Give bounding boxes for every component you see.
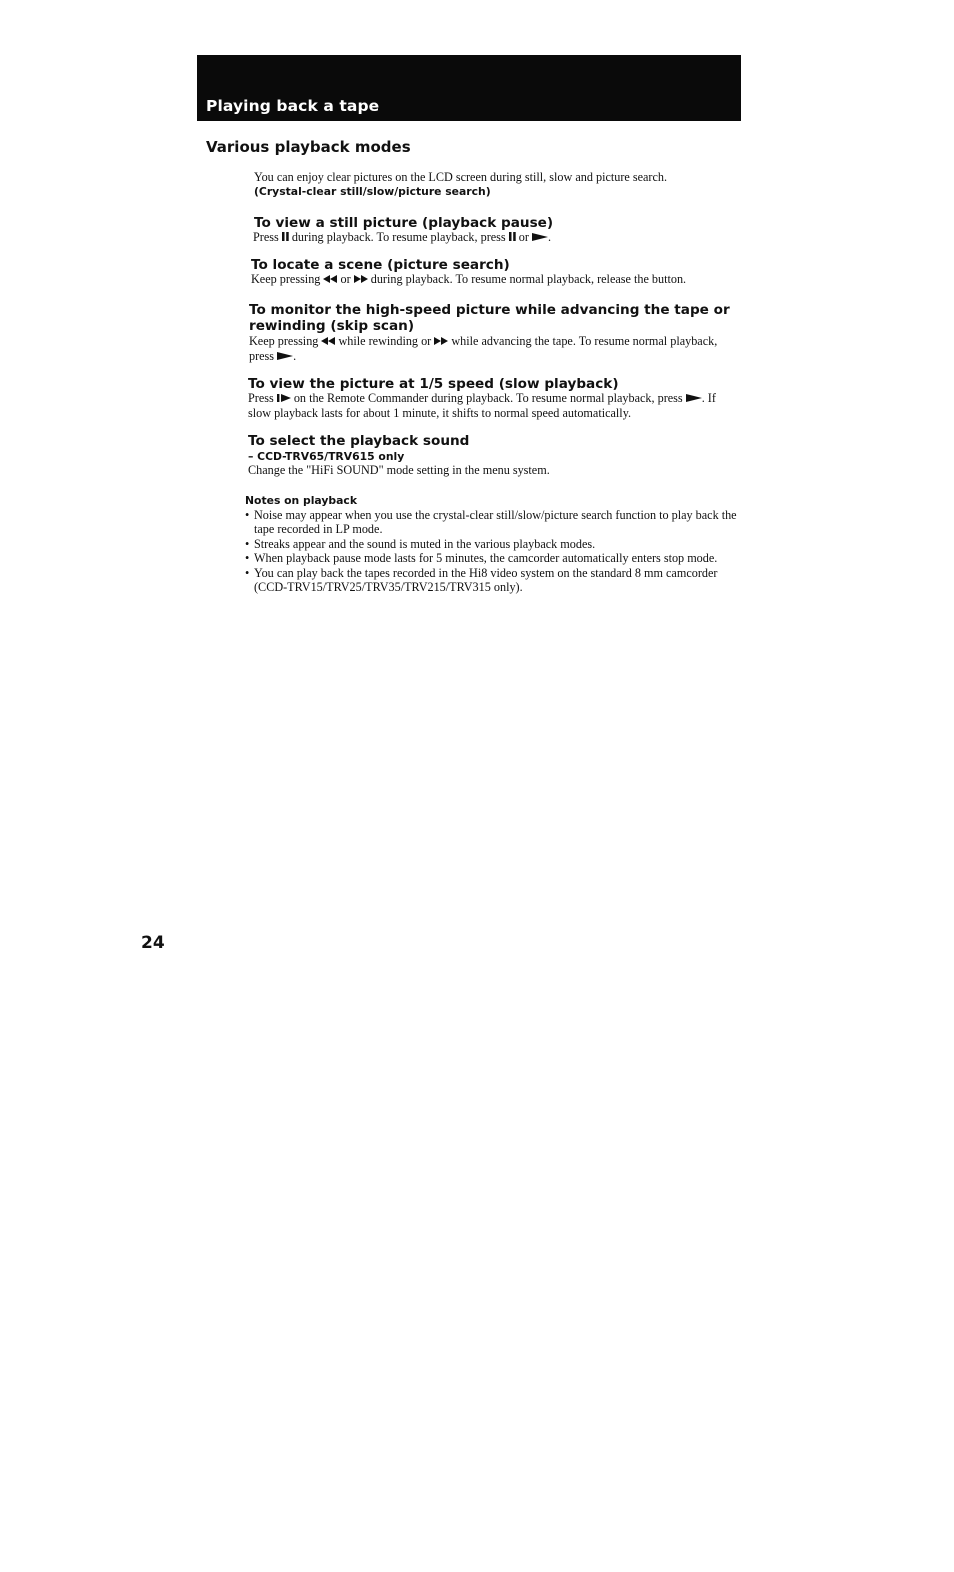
list-item xyxy=(245,537,738,552)
intro xyxy=(254,170,738,199)
fast-forward-icon xyxy=(434,337,448,345)
text-fragment: while rewinding or xyxy=(338,334,432,348)
notes xyxy=(245,494,738,595)
text-fragment: while advancing the tape. To resume normal playback, press xyxy=(249,334,718,363)
text-fragment: Keep pressing xyxy=(251,271,321,286)
text-fragment: or xyxy=(518,230,529,244)
text-fragment: during playback. To resume normal playback, release the button. xyxy=(370,271,687,286)
item-picture-search xyxy=(248,257,738,287)
item-text xyxy=(251,272,738,287)
text-fragment: during playback. To resume playback, press xyxy=(291,230,506,244)
page-header-bar xyxy=(197,55,741,121)
content xyxy=(245,170,738,595)
item-text xyxy=(248,391,738,420)
list-item xyxy=(245,508,738,537)
note-text: Streaks appear and the sound is muted in the various playback modes. xyxy=(254,536,596,551)
item-skip-scan xyxy=(248,302,738,363)
text-fragment: . xyxy=(547,230,552,244)
rewind-icon xyxy=(323,275,337,283)
fast-forward-icon xyxy=(354,275,368,283)
slow-play-icon xyxy=(277,394,291,402)
notes-title: Notes on playback xyxy=(245,493,358,507)
bullet: • xyxy=(245,536,250,551)
play-icon xyxy=(686,394,702,402)
bullet: • xyxy=(245,565,250,580)
item-slow-playback xyxy=(248,376,738,420)
item-still-picture xyxy=(248,215,738,245)
note-text: You can play back the tapes recorded in the Hi8 video system on the standard 8 mm camcorder (CCD-TRV15/TRV25/TRV35/TRV215/TRV315 only). xyxy=(254,565,718,594)
item-heading: To locate a scene (picture search) xyxy=(251,256,510,273)
note-text: When playback pause mode lasts for 5 minutes, the camcorder automatically enters stop mode. xyxy=(254,551,718,565)
list-item xyxy=(245,566,738,595)
item-text xyxy=(249,334,738,363)
item-heading: To view a still picture (playback pause) xyxy=(254,215,554,231)
play-icon xyxy=(532,233,548,241)
note-text: Noise may appear when you use the crystal-clear still/slow/picture search function to play back the tape recorded in LP mode. xyxy=(254,507,737,536)
pause-icon xyxy=(282,232,289,241)
item-text xyxy=(253,230,738,245)
text-fragment: . xyxy=(293,348,297,363)
text-fragment: Press xyxy=(248,391,274,405)
item-text: Change the "HiFi SOUND" mode setting in the menu system. xyxy=(248,463,550,477)
item-heading: To monitor the high-speed picture while advancing the tape or rewinding (skip scan) xyxy=(249,302,730,334)
text-fragment: Keep pressing xyxy=(249,334,319,348)
page-number: 24 xyxy=(141,933,165,953)
text-fragment: Press xyxy=(253,230,279,244)
list-item xyxy=(245,551,738,566)
text-fragment: . If slow playback lasts for about 1 minute, it shifts to normal speed automatically. xyxy=(248,391,716,420)
item-heading: To select the playback sound xyxy=(248,433,470,449)
item-sub-label: – CCD-TRV65/TRV615 only xyxy=(248,450,405,463)
rewind-icon xyxy=(321,337,335,345)
pause-icon xyxy=(509,232,516,241)
notes-list xyxy=(245,508,738,595)
section-title: Various playback modes xyxy=(206,138,411,156)
bullet: • xyxy=(245,551,250,565)
bullet: • xyxy=(245,507,250,522)
intro-text: You can enjoy clear pictures on the LCD screen during still, slow and picture search. xyxy=(254,170,668,184)
page-header-title: Playing back a tape xyxy=(206,97,380,115)
item-playback-sound xyxy=(248,433,738,478)
text-fragment: on the Remote Commander during playback. To resume normal playback, press xyxy=(293,391,683,405)
text-fragment: or xyxy=(340,271,351,286)
intro-bold: (Crystal-clear still/slow/picture search) xyxy=(254,185,491,198)
item-heading: To view the picture at 1/5 speed (slow playback) xyxy=(248,376,619,392)
play-icon xyxy=(277,352,293,360)
